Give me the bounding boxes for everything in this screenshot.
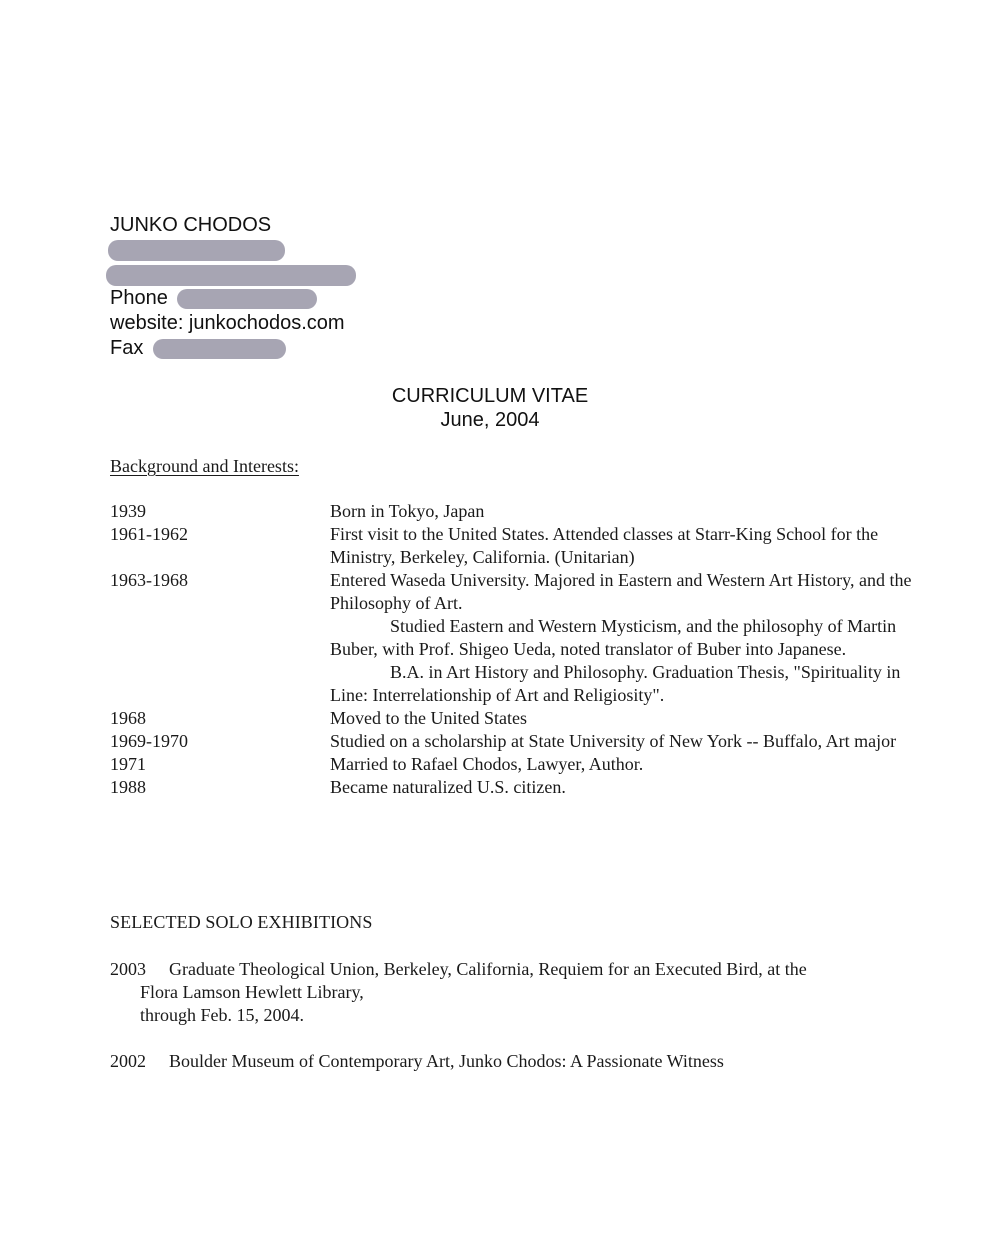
redacted-address-line-2 [106, 265, 356, 286]
exhibition-continuation-line: through Feb. 15, 2004. [140, 1005, 304, 1025]
timeline-paragraph: Became naturalized U.S. citizen. [330, 777, 566, 797]
exhibition-year: 2003 [110, 959, 146, 979]
timeline-description [330, 500, 920, 523]
timeline-year: 1961-1962 [110, 524, 188, 544]
timeline-entry [110, 523, 920, 569]
timeline-paragraph: Studied on a scholarship at State University of New York -- Buffalo, Art major [330, 731, 897, 751]
timeline-paragraph: Born in Tokyo, Japan [330, 501, 485, 521]
timeline-entry [110, 753, 920, 776]
timeline-year: 1988 [110, 777, 146, 797]
timeline-paragraph: Moved to the United States [330, 708, 527, 728]
document-title: CURRICULUM VITAE [391, 385, 589, 407]
timeline-paragraph: Studied Eastern and Western Mysticism, and the philosophy of Martin Buber, with Prof. Shigeo Ueda, noted translator of Buber into Japanese. [330, 616, 897, 659]
timeline-description [330, 569, 920, 707]
timeline-year: 1963-1968 [110, 570, 188, 590]
solo-exhibitions-list [110, 958, 910, 1096]
timeline-paragraph: Married to Rafael Chodos, Lawyer, Author. [330, 754, 644, 774]
redacted-address-line-1 [108, 240, 285, 261]
phone-label: Phone [110, 287, 168, 309]
timeline-paragraph: B.A. in Art History and Philosophy. Graduation Thesis, "Spirituality in Line: Interrelationship of Art and Religiosity". [330, 662, 901, 705]
timeline-description [330, 776, 920, 799]
timeline-year: 1971 [110, 754, 146, 774]
phone-line [110, 286, 317, 311]
timeline-description [330, 753, 920, 776]
exhibition-continuation-line: Flora Lamson Hewlett Library, [140, 982, 364, 1002]
website-line: website: junkochodos.com [110, 312, 345, 334]
exhibition-description: Boulder Museum of Contemporary Art, Junko Chodos: A Passionate Witness [169, 1051, 724, 1071]
timeline-year: 1969-1970 [110, 731, 188, 751]
timeline-description [330, 707, 920, 730]
timeline-entry [110, 776, 920, 799]
redacted-phone-number [177, 289, 317, 309]
timeline-year: 1939 [110, 501, 146, 521]
exhibition-first-line [110, 1050, 910, 1073]
fax-label: Fax [110, 337, 144, 359]
timeline-entry [110, 569, 920, 707]
exhibition-item [110, 958, 910, 1027]
timeline-description [330, 523, 920, 569]
timeline-description [330, 730, 920, 753]
exhibition-description: Graduate Theological Union, Berkeley, California, Requiem for an Executed Bird, at the [169, 959, 807, 979]
document-date: June, 2004 [440, 409, 540, 431]
timeline-entry [110, 730, 920, 753]
exhibition-first-line [110, 958, 910, 981]
timeline-entry [110, 707, 920, 730]
timeline-paragraph: First visit to the United States. Attended classes at Starr-King School for the Ministry, Berkeley, California. (Unitarian) [330, 524, 879, 567]
exhibition-item [110, 1050, 910, 1073]
timeline-paragraph: Entered Waseda University. Majored in Eastern and Western Art History, and the Philosophy of Art. [330, 570, 912, 613]
timeline-entry [110, 500, 920, 523]
solo-exhibitions-heading: SELECTED SOLO EXHIBITIONS [110, 912, 373, 932]
fax-line [110, 336, 286, 361]
redacted-fax-number [153, 339, 286, 359]
author-name: JUNKO CHODOS [110, 214, 272, 236]
background-timeline [110, 500, 920, 799]
exhibition-year: 2002 [110, 1051, 146, 1071]
timeline-year: 1968 [110, 708, 146, 728]
background-heading: Background and Interests: [110, 456, 299, 476]
